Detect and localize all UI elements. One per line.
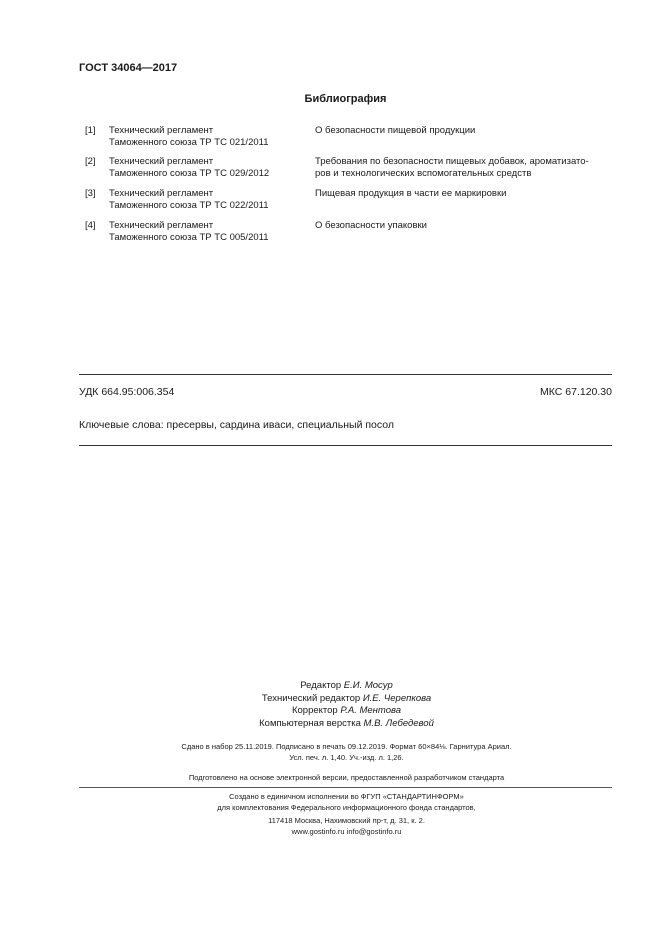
mks-code: МКС 67.120.30: [540, 386, 612, 398]
ref-number: [1]: [85, 125, 96, 136]
ref-title: Требования по безопасности пищевых добавок, ароматизато- ров и технологических вспомогательных средств: [315, 156, 589, 179]
editor-line: Компьютерная верстка М.В. Лебедевой: [259, 717, 434, 729]
ref-source: Технический регламент Таможенного союза ТР ТС 022/2011: [109, 188, 269, 211]
ref-number: [2]: [85, 156, 96, 167]
ref-title: Пищевая продукция в части ее маркировки: [315, 188, 507, 199]
keywords: Ключевые слова: пресервы, сардина иваси, специальный посол: [79, 419, 394, 431]
ref-source: Технический регламент Таможенного союза ТР ТС 021/2011: [109, 125, 269, 148]
ref-source: Технический регламент Таможенного союза ТР ТС 005/2011: [109, 220, 269, 243]
imprint-divider: [79, 787, 612, 788]
udk-code: УДК 664.95:006.354: [79, 386, 175, 398]
ref-number: [3]: [85, 188, 96, 199]
imprint-publisher: Создано в единичном исполнении во ФГУП «СТАНДАРТИНФОРМ» для комплектования Федерального информационного фонда стандартов,: [217, 792, 476, 812]
ref-number: [4]: [85, 220, 96, 231]
ref-title: О безопасности пищевой продукции: [315, 125, 476, 136]
imprint-source-note: Подготовлено на основе электронной версии, предоставленной разработчиком стандарта: [188, 773, 505, 782]
ref-title: О безопасности упаковки: [315, 220, 427, 231]
editor-line: Редактор Е.И. Мосур: [300, 680, 393, 691]
bibliography-title: Библиография: [304, 93, 387, 105]
ref-source: Технический регламент Таможенного союза ТР ТС 029/2012: [109, 156, 270, 179]
imprint-print-info: Сдано в набор 25.11.2019. Подписано в печать 09.12.2019. Формат 60×84⅛. Гарнитура Ариал. Усл. печ. л. 1,40. Уч.-изд. л. 1,26.: [181, 742, 512, 762]
editors-block: [0, 680, 661, 730]
editor-line: Технический редактор И.Е. Черепкова: [261, 692, 432, 704]
editor-line: Корректор Р.А. Ментова: [291, 705, 402, 716]
imprint-address: 117418 Москва, Нахимовский пр-т, д. 31, к. 2. www.gostinfo.ru info@gostinfo.ru: [268, 816, 425, 836]
document-header: ГОСТ 34064—2017: [79, 62, 178, 74]
divider-top: [79, 374, 612, 375]
divider-bottom: [79, 445, 612, 446]
